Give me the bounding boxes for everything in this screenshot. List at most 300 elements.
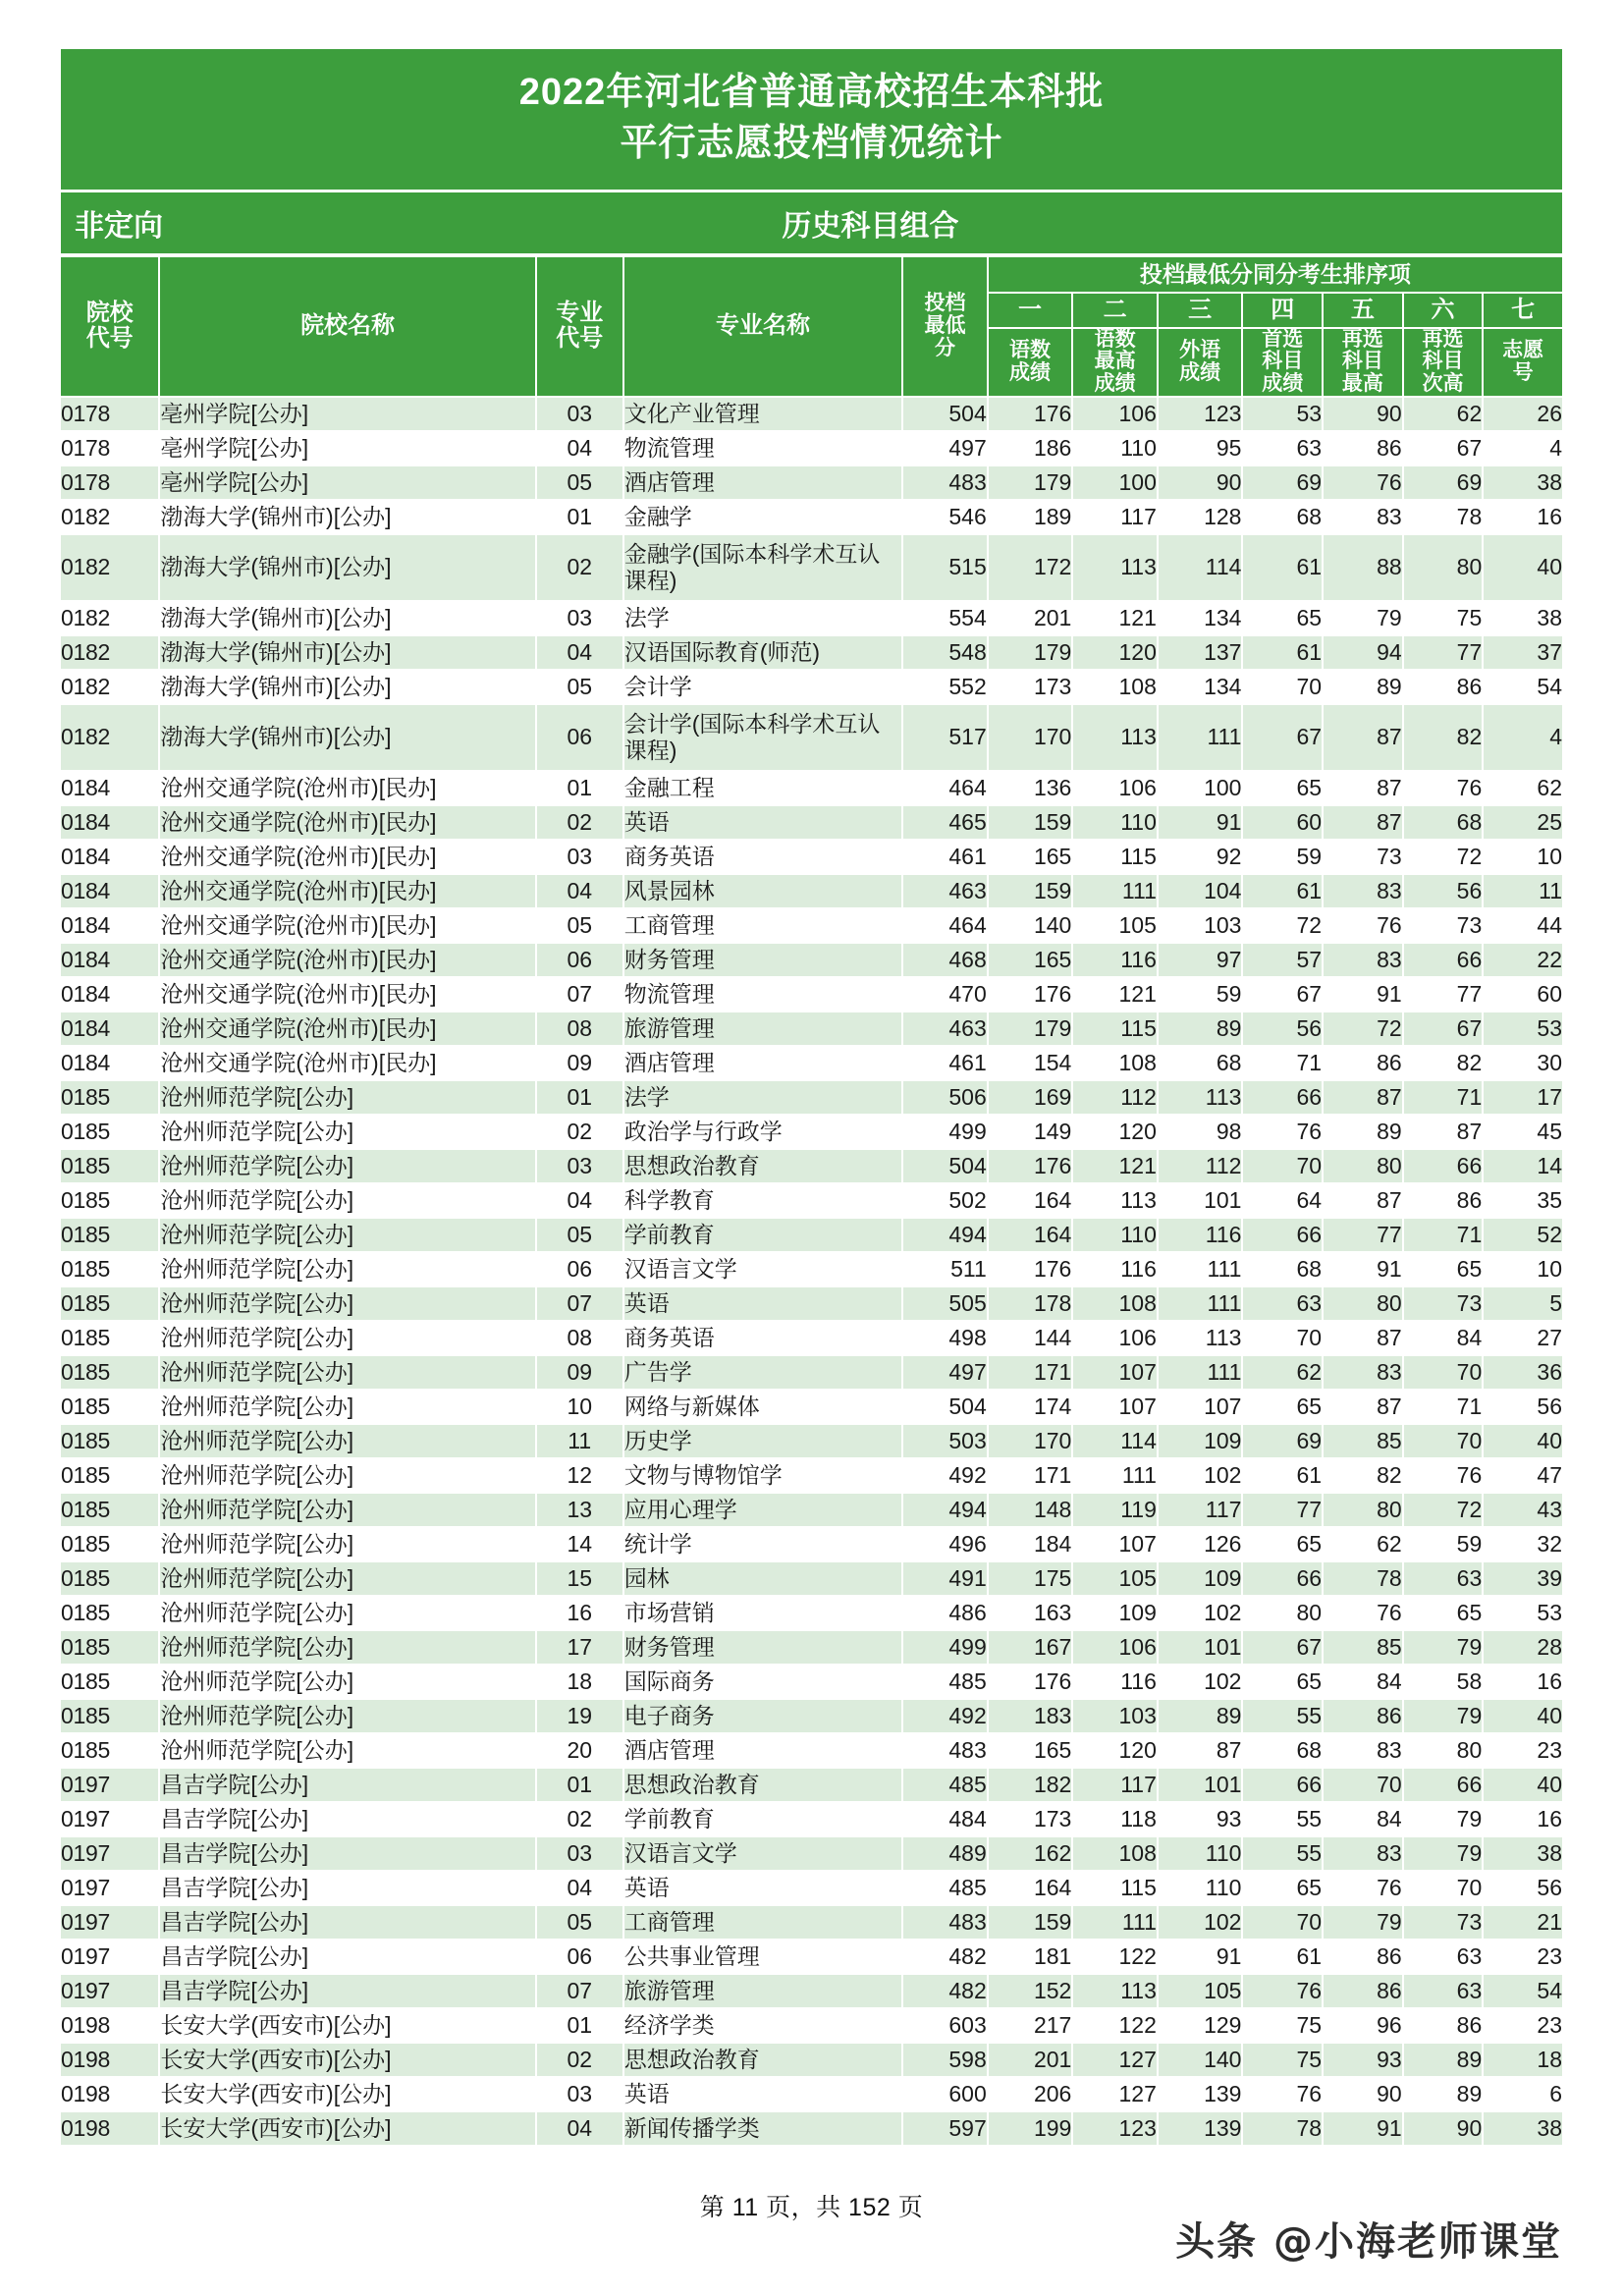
- table-row[interactable]: [60, 1940, 1563, 1974]
- table-cell-primary-subject-score: 65: [1242, 1665, 1323, 1699]
- table-cell-major-code: 03: [536, 601, 623, 635]
- table-cell-school-name: 沧州师范学院[公办]: [159, 1286, 535, 1321]
- table-cell-choice-number: 5: [1483, 1286, 1563, 1321]
- table-cell-school-name: 昌吉学院[公办]: [159, 1905, 535, 1940]
- table-cell-choice-number: 38: [1483, 1836, 1563, 1871]
- table-cell-chinese-math-score: 176: [988, 1665, 1073, 1699]
- table-row[interactable]: [60, 771, 1563, 805]
- table-row[interactable]: [60, 1286, 1563, 1321]
- table-cell-school-name: 沧州师范学院[公办]: [159, 1733, 535, 1768]
- table-row[interactable]: [60, 1046, 1563, 1080]
- table-cell-chinese-math-score: 159: [988, 874, 1073, 908]
- table-cell-school-name: 沧州交通学院(沧州市)[民办]: [159, 977, 535, 1011]
- table-cell-min-score: 505: [902, 1286, 988, 1321]
- table-cell-chinese-math-score: 179: [988, 465, 1073, 500]
- table-cell-primary-subject-score: 68: [1242, 1733, 1323, 1768]
- table-row[interactable]: [60, 1149, 1563, 1183]
- table-cell-min-score: 554: [902, 601, 988, 635]
- table-cell-secondary-subject-second: 71: [1403, 1080, 1484, 1115]
- table-cell-primary-subject-score: 63: [1242, 431, 1323, 465]
- table-cell-school-name: 沧州师范学院[公办]: [159, 1115, 535, 1149]
- table-cell-secondary-subject-max: 78: [1323, 1561, 1403, 1596]
- table-cell-school-name: 亳州学院[公办]: [159, 397, 535, 431]
- table-row[interactable]: [60, 635, 1563, 670]
- table-cell-chinese-math-max: 113: [1072, 704, 1158, 771]
- table-row[interactable]: [60, 1699, 1563, 1733]
- th-rank-4: 四: [1242, 293, 1323, 328]
- table-cell-major-code: 02: [536, 1115, 623, 1149]
- table-row[interactable]: [60, 1733, 1563, 1768]
- table-row[interactable]: [60, 1905, 1563, 1940]
- table-cell-secondary-subject-second: 66: [1403, 1768, 1484, 1802]
- table-cell-chinese-math-max: 120: [1072, 635, 1158, 670]
- table-row[interactable]: [60, 1080, 1563, 1115]
- table-cell-choice-number: 45: [1483, 1115, 1563, 1149]
- table-cell-foreign-language-score: 117: [1158, 1493, 1243, 1527]
- table-cell-major-name: 旅游管理: [623, 1974, 902, 2008]
- table-cell-chinese-math-max: 108: [1072, 1836, 1158, 1871]
- table-cell-choice-number: 35: [1483, 1183, 1563, 1218]
- table-cell-school-name: 渤海大学(锦州市)[公办]: [159, 670, 535, 704]
- th-major-name: 专业名称: [623, 256, 902, 397]
- table-cell-primary-subject-score: 60: [1242, 805, 1323, 840]
- table-row[interactable]: [60, 805, 1563, 840]
- table-cell-secondary-subject-max: 87: [1323, 1080, 1403, 1115]
- table-cell-school-name: 昌吉学院[公办]: [159, 1802, 535, 1836]
- table-cell-foreign-language-score: 97: [1158, 943, 1243, 977]
- table-cell-primary-subject-score: 70: [1242, 1321, 1323, 1355]
- table-row[interactable]: [60, 1527, 1563, 1561]
- table-cell-choice-number: 23: [1483, 2008, 1563, 2043]
- table-row[interactable]: [60, 1974, 1563, 2008]
- table-row[interactable]: [60, 1218, 1563, 1252]
- table-cell-chinese-math-max: 109: [1072, 1596, 1158, 1630]
- table-cell-min-score: 483: [902, 1905, 988, 1940]
- table-cell-chinese-math-score: 140: [988, 908, 1073, 943]
- table-cell-major-name: 思想政治教育: [623, 2043, 902, 2077]
- table-cell-choice-number: 23: [1483, 1940, 1563, 1974]
- table-cell-secondary-subject-max: 86: [1323, 431, 1403, 465]
- table-cell-school-code: 0182: [60, 601, 159, 635]
- table-cell-secondary-subject-max: 90: [1323, 397, 1403, 431]
- table-cell-choice-number: 52: [1483, 1218, 1563, 1252]
- table-cell-chinese-math-score: 174: [988, 1390, 1073, 1424]
- table-cell-school-code: 0184: [60, 1011, 159, 1046]
- table-row[interactable]: [60, 1390, 1563, 1424]
- table-row[interactable]: [60, 977, 1563, 1011]
- table-cell-school-code: 0197: [60, 1871, 159, 1905]
- table-cell-chinese-math-max: 127: [1072, 2043, 1158, 2077]
- table-cell-major-code: 01: [536, 771, 623, 805]
- table-cell-choice-number: 10: [1483, 840, 1563, 874]
- table-cell-foreign-language-score: 137: [1158, 635, 1243, 670]
- table-cell-foreign-language-score: 111: [1158, 1286, 1243, 1321]
- th-rank-7: 七: [1483, 293, 1563, 328]
- table-cell-secondary-subject-second: 82: [1403, 1046, 1484, 1080]
- table-cell-school-code: 0185: [60, 1149, 159, 1183]
- table-cell-secondary-subject-second: 77: [1403, 977, 1484, 1011]
- table-cell-secondary-subject-second: 87: [1403, 1115, 1484, 1149]
- table-cell-secondary-subject-second: 79: [1403, 1630, 1484, 1665]
- table-cell-school-code: 0197: [60, 1768, 159, 1802]
- table-cell-major-code: 09: [536, 1355, 623, 1390]
- table-cell-choice-number: 21: [1483, 1905, 1563, 1940]
- table-cell-secondary-subject-second: 73: [1403, 1905, 1484, 1940]
- table-row[interactable]: [60, 431, 1563, 465]
- table-cell-major-code: 05: [536, 1218, 623, 1252]
- table-cell-foreign-language-score: 126: [1158, 1527, 1243, 1561]
- table-cell-secondary-subject-second: 69: [1403, 465, 1484, 500]
- table-cell-school-name: 沧州交通学院(沧州市)[民办]: [159, 840, 535, 874]
- table-cell-chinese-math-score: 148: [988, 1493, 1073, 1527]
- table-cell-min-score: 463: [902, 1011, 988, 1046]
- table-cell-secondary-subject-max: 72: [1323, 1011, 1403, 1046]
- table-cell-school-name: 沧州师范学院[公办]: [159, 1458, 535, 1493]
- table-cell-secondary-subject-second: 79: [1403, 1699, 1484, 1733]
- table-cell-primary-subject-score: 67: [1242, 977, 1323, 1011]
- table-cell-choice-number: 40: [1483, 534, 1563, 601]
- table-cell-secondary-subject-second: 86: [1403, 2008, 1484, 2043]
- table-cell-choice-number: 16: [1483, 500, 1563, 534]
- table-row[interactable]: [60, 1355, 1563, 1390]
- table-cell-min-score: 511: [902, 1252, 988, 1286]
- table-cell-major-code: 19: [536, 1699, 623, 1733]
- table-cell-choice-number: 38: [1483, 601, 1563, 635]
- table-cell-major-code: 03: [536, 840, 623, 874]
- table-cell-school-name: 沧州交通学院(沧州市)[民办]: [159, 805, 535, 840]
- table-cell-choice-number: 25: [1483, 805, 1563, 840]
- table-cell-chinese-math-max: 103: [1072, 1699, 1158, 1733]
- table-cell-major-name: 公共事业管理: [623, 1940, 902, 1974]
- table-row[interactable]: [60, 1183, 1563, 1218]
- table-cell-chinese-math-max: 121: [1072, 601, 1158, 635]
- table-cell-chinese-math-max: 105: [1072, 1561, 1158, 1596]
- table-cell-secondary-subject-second: 80: [1403, 534, 1484, 601]
- table-cell-secondary-subject-max: 62: [1323, 1527, 1403, 1561]
- table-cell-major-name: 文物与博物馆学: [623, 1458, 902, 1493]
- table-cell-secondary-subject-max: 83: [1323, 1355, 1403, 1390]
- table-cell-school-name: 长安大学(西安市)[公办]: [159, 2043, 535, 2077]
- table-cell-secondary-subject-max: 87: [1323, 771, 1403, 805]
- table-cell-chinese-math-score: 184: [988, 1527, 1073, 1561]
- table-cell-school-code: 0197: [60, 1974, 159, 2008]
- table-cell-major-code: 07: [536, 1974, 623, 2008]
- table-cell-primary-subject-score: 61: [1242, 534, 1323, 601]
- table-cell-major-code: 15: [536, 1561, 623, 1596]
- table-row[interactable]: [60, 2077, 1563, 2111]
- table-cell-secondary-subject-second: 76: [1403, 771, 1484, 805]
- table-cell-school-name: 渤海大学(锦州市)[公办]: [159, 534, 535, 601]
- th-choice-number: 志愿 号: [1483, 328, 1563, 397]
- table-cell-secondary-subject-second: 72: [1403, 1493, 1484, 1527]
- table-cell-min-score: 470: [902, 977, 988, 1011]
- subject-group-label: 历史科目组合: [782, 209, 959, 243]
- table-cell-primary-subject-score: 66: [1242, 1768, 1323, 1802]
- table-cell-secondary-subject-second: 58: [1403, 1665, 1484, 1699]
- table-row[interactable]: [60, 2043, 1563, 2077]
- table-cell-chinese-math-max: 110: [1072, 805, 1158, 840]
- table-cell-foreign-language-score: 68: [1158, 1046, 1243, 1080]
- table-cell-school-code: 0182: [60, 635, 159, 670]
- table-cell-chinese-math-max: 116: [1072, 1665, 1158, 1699]
- table-cell-min-score: 499: [902, 1115, 988, 1149]
- table-cell-min-score: 494: [902, 1218, 988, 1252]
- table-cell-foreign-language-score: 110: [1158, 1836, 1243, 1871]
- table-cell-school-code: 0197: [60, 1836, 159, 1871]
- table-row[interactable]: [60, 1871, 1563, 1905]
- table-cell-secondary-subject-max: 87: [1323, 1321, 1403, 1355]
- table-cell-choice-number: 43: [1483, 1493, 1563, 1527]
- table-row[interactable]: [60, 2111, 1563, 2146]
- table-cell-chinese-math-score: 136: [988, 771, 1073, 805]
- table-cell-chinese-math-max: 115: [1072, 1871, 1158, 1905]
- table-cell-min-score: 504: [902, 1149, 988, 1183]
- table-cell-chinese-math-score: 173: [988, 1802, 1073, 1836]
- table-cell-school-code: 0198: [60, 2043, 159, 2077]
- table-cell-min-score: 483: [902, 465, 988, 500]
- table-cell-chinese-math-score: 169: [988, 1080, 1073, 1115]
- table-row[interactable]: [60, 1802, 1563, 1836]
- table-cell-min-score: 603: [902, 2008, 988, 2043]
- table-cell-school-name: 昌吉学院[公办]: [159, 1940, 535, 1974]
- th-min-score: 投档 最低 分: [902, 256, 988, 397]
- table-cell-secondary-subject-max: 94: [1323, 635, 1403, 670]
- table-cell-chinese-math-max: 106: [1072, 771, 1158, 805]
- table-cell-secondary-subject-max: 89: [1323, 1115, 1403, 1149]
- table-cell-school-code: 0178: [60, 465, 159, 500]
- table-cell-school-code: 0182: [60, 670, 159, 704]
- th-major-code: 专业 代号: [536, 256, 623, 397]
- table-cell-chinese-math-max: 107: [1072, 1527, 1158, 1561]
- table-cell-foreign-language-score: 134: [1158, 601, 1243, 635]
- table-cell-secondary-subject-max: 83: [1323, 500, 1403, 534]
- table-row[interactable]: [60, 943, 1563, 977]
- th-rank-2: 二: [1072, 293, 1158, 328]
- table-cell-major-code: 07: [536, 977, 623, 1011]
- table-cell-school-name: 渤海大学(锦州市)[公办]: [159, 635, 535, 670]
- table-cell-primary-subject-score: 69: [1242, 465, 1323, 500]
- table-cell-min-score: 502: [902, 1183, 988, 1218]
- table-row[interactable]: [60, 534, 1563, 601]
- table-cell-secondary-subject-max: 91: [1323, 977, 1403, 1011]
- table-cell-chinese-math-max: 117: [1072, 500, 1158, 534]
- table-cell-primary-subject-score: 56: [1242, 1011, 1323, 1046]
- table-row[interactable]: [60, 1493, 1563, 1527]
- table-cell-choice-number: 28: [1483, 1630, 1563, 1665]
- table-cell-min-score: 461: [902, 840, 988, 874]
- table-row[interactable]: [60, 1561, 1563, 1596]
- table-cell-major-name: 汉语国际教育(师范): [623, 635, 902, 670]
- table-cell-major-code: 01: [536, 1080, 623, 1115]
- table-cell-school-code: 0197: [60, 1802, 159, 1836]
- table-cell-chinese-math-max: 111: [1072, 1458, 1158, 1493]
- th-primary-subject-score: 首选 科目 成绩: [1242, 328, 1323, 397]
- table-cell-school-name: 沧州交通学院(沧州市)[民办]: [159, 1046, 535, 1080]
- table-cell-major-code: 04: [536, 874, 623, 908]
- table-cell-chinese-math-score: 217: [988, 2008, 1073, 2043]
- table-cell-major-name: 新闻传播学类: [623, 2111, 902, 2146]
- table-cell-foreign-language-score: 111: [1158, 1252, 1243, 1286]
- table-cell-primary-subject-score: 67: [1242, 1630, 1323, 1665]
- table-cell-secondary-subject-max: 86: [1323, 1940, 1403, 1974]
- table-row[interactable]: [60, 908, 1563, 943]
- table-cell-foreign-language-score: 109: [1158, 1561, 1243, 1596]
- table-cell-chinese-math-score: 182: [988, 1768, 1073, 1802]
- table-cell-foreign-language-score: 140: [1158, 2043, 1243, 2077]
- table-row[interactable]: [60, 465, 1563, 500]
- table-cell-chinese-math-score: 165: [988, 1733, 1073, 1768]
- title-line-2: 平行志愿投档情况统计: [620, 123, 1003, 165]
- table-cell-school-name: 沧州师范学院[公办]: [159, 1596, 535, 1630]
- table-cell-major-name: 科学教育: [623, 1183, 902, 1218]
- table-cell-choice-number: 54: [1483, 670, 1563, 704]
- table-row[interactable]: [60, 1011, 1563, 1046]
- table-cell-chinese-math-max: 120: [1072, 1115, 1158, 1149]
- table-cell-major-name: 汉语言文学: [623, 1252, 902, 1286]
- table-row[interactable]: [60, 1596, 1563, 1630]
- table-row[interactable]: [60, 601, 1563, 635]
- table-cell-choice-number: 23: [1483, 1733, 1563, 1768]
- table-cell-chinese-math-score: 164: [988, 1218, 1073, 1252]
- table-cell-chinese-math-max: 127: [1072, 2077, 1158, 2111]
- table-row[interactable]: [60, 1768, 1563, 1802]
- table-row[interactable]: [60, 2008, 1563, 2043]
- table-cell-secondary-subject-max: 76: [1323, 1871, 1403, 1905]
- table-cell-school-name: 亳州学院[公办]: [159, 465, 535, 500]
- table-cell-chinese-math-score: 144: [988, 1321, 1073, 1355]
- table-cell-secondary-subject-max: 85: [1323, 1424, 1403, 1458]
- table-cell-min-score: 491: [902, 1561, 988, 1596]
- watermark: 头条 @小海老师课堂: [1175, 2219, 1562, 2265]
- subtitle-bar: [61, 190, 1562, 253]
- table-cell-primary-subject-score: 68: [1242, 1252, 1323, 1286]
- table-cell-foreign-language-score: 101: [1158, 1183, 1243, 1218]
- table-cell-secondary-subject-second: 79: [1403, 1802, 1484, 1836]
- table-row[interactable]: [60, 704, 1563, 771]
- table-row[interactable]: [60, 397, 1563, 431]
- table-cell-secondary-subject-max: 91: [1323, 1252, 1403, 1286]
- table-cell-school-name: 沧州交通学院(沧州市)[民办]: [159, 943, 535, 977]
- table-cell-secondary-subject-second: 80: [1403, 1733, 1484, 1768]
- table-cell-secondary-subject-second: 77: [1403, 635, 1484, 670]
- table-cell-major-name: 旅游管理: [623, 1011, 902, 1046]
- table-cell-primary-subject-score: 61: [1242, 1458, 1323, 1493]
- table-row[interactable]: [60, 1252, 1563, 1286]
- table-cell-major-name: 金融工程: [623, 771, 902, 805]
- table-row[interactable]: [60, 840, 1563, 874]
- table-cell-min-score: 485: [902, 1871, 988, 1905]
- table-cell-min-score: 503: [902, 1424, 988, 1458]
- table-cell-primary-subject-score: 59: [1242, 840, 1323, 874]
- table-cell-min-score: 552: [902, 670, 988, 704]
- table-cell-school-code: 0184: [60, 943, 159, 977]
- table-cell-major-name: 国际商务: [623, 1665, 902, 1699]
- table-cell-school-name: 沧州师范学院[公办]: [159, 1355, 535, 1390]
- table-cell-school-name: 沧州交通学院(沧州市)[民办]: [159, 771, 535, 805]
- page-title: [61, 49, 1562, 190]
- table-cell-school-name: 沧州师范学院[公办]: [159, 1183, 535, 1218]
- table-cell-foreign-language-score: 112: [1158, 1149, 1243, 1183]
- table-cell-min-score: 461: [902, 1046, 988, 1080]
- table-row[interactable]: [60, 1424, 1563, 1458]
- th-rank-1: 一: [988, 293, 1073, 328]
- table-cell-secondary-subject-second: 86: [1403, 670, 1484, 704]
- table-cell-foreign-language-score: 116: [1158, 1218, 1243, 1252]
- table-cell-school-code: 0198: [60, 2111, 159, 2146]
- table-cell-chinese-math-score: 176: [988, 397, 1073, 431]
- table-cell-school-code: 0197: [60, 1940, 159, 1974]
- table-cell-foreign-language-score: 134: [1158, 670, 1243, 704]
- table-cell-chinese-math-score: 175: [988, 1561, 1073, 1596]
- table-cell-choice-number: 30: [1483, 1046, 1563, 1080]
- table-cell-secondary-subject-second: 72: [1403, 840, 1484, 874]
- table-row[interactable]: [60, 500, 1563, 534]
- table-cell-primary-subject-score: 78: [1242, 2111, 1323, 2146]
- table-cell-school-code: 0185: [60, 1733, 159, 1768]
- table-cell-major-code: 01: [536, 1768, 623, 1802]
- table-row[interactable]: [60, 874, 1563, 908]
- table-cell-min-score: 486: [902, 1596, 988, 1630]
- table-cell-choice-number: 47: [1483, 1458, 1563, 1493]
- table-cell-secondary-subject-max: 86: [1323, 1699, 1403, 1733]
- table-cell-secondary-subject-second: 56: [1403, 874, 1484, 908]
- table-cell-min-score: 485: [902, 1665, 988, 1699]
- table-cell-major-name: 商务英语: [623, 840, 902, 874]
- table-row[interactable]: [60, 1115, 1563, 1149]
- table-cell-chinese-math-max: 116: [1072, 943, 1158, 977]
- table-cell-school-name: 沧州师范学院[公办]: [159, 1252, 535, 1286]
- table-cell-chinese-math-score: 179: [988, 635, 1073, 670]
- table-cell-secondary-subject-max: 83: [1323, 874, 1403, 908]
- table-cell-major-name: 工商管理: [623, 1905, 902, 1940]
- table-cell-primary-subject-score: 66: [1242, 1218, 1323, 1252]
- table-cell-chinese-math-score: 170: [988, 1424, 1073, 1458]
- table-cell-school-name: 沧州师范学院[公办]: [159, 1390, 535, 1424]
- table-cell-school-name: 亳州学院[公办]: [159, 431, 535, 465]
- table-row[interactable]: [60, 1836, 1563, 1871]
- table-cell-choice-number: 37: [1483, 635, 1563, 670]
- table-cell-primary-subject-score: 55: [1242, 1699, 1323, 1733]
- table-cell-choice-number: 10: [1483, 1252, 1563, 1286]
- table-cell-major-code: 13: [536, 1493, 623, 1527]
- table-cell-choice-number: 27: [1483, 1321, 1563, 1355]
- table-cell-major-code: 03: [536, 397, 623, 431]
- table-cell-min-score: 600: [902, 2077, 988, 2111]
- table-cell-school-code: 0185: [60, 1080, 159, 1115]
- table-cell-school-name: 沧州师范学院[公办]: [159, 1218, 535, 1252]
- table-cell-school-code: 0197: [60, 1905, 159, 1940]
- table-row[interactable]: [60, 1630, 1563, 1665]
- table-cell-foreign-language-score: 87: [1158, 1733, 1243, 1768]
- table-cell-secondary-subject-max: 70: [1323, 1768, 1403, 1802]
- table-cell-min-score: 517: [902, 704, 988, 771]
- table-cell-major-code: 09: [536, 1046, 623, 1080]
- table-row[interactable]: [60, 670, 1563, 704]
- table-cell-secondary-subject-max: 83: [1323, 1733, 1403, 1768]
- table-cell-chinese-math-score: 171: [988, 1355, 1073, 1390]
- table-cell-foreign-language-score: 101: [1158, 1630, 1243, 1665]
- table-row[interactable]: [60, 1458, 1563, 1493]
- table-row[interactable]: [60, 1665, 1563, 1699]
- table-cell-chinese-math-max: 106: [1072, 397, 1158, 431]
- table-cell-secondary-subject-max: 76: [1323, 465, 1403, 500]
- table-row[interactable]: [60, 1321, 1563, 1355]
- table-cell-secondary-subject-max: 83: [1323, 1836, 1403, 1871]
- table-cell-chinese-math-score: 165: [988, 943, 1073, 977]
- table-cell-major-name: 市场营销: [623, 1596, 902, 1630]
- table-cell-school-code: 0184: [60, 840, 159, 874]
- table-cell-major-name: 英语: [623, 1286, 902, 1321]
